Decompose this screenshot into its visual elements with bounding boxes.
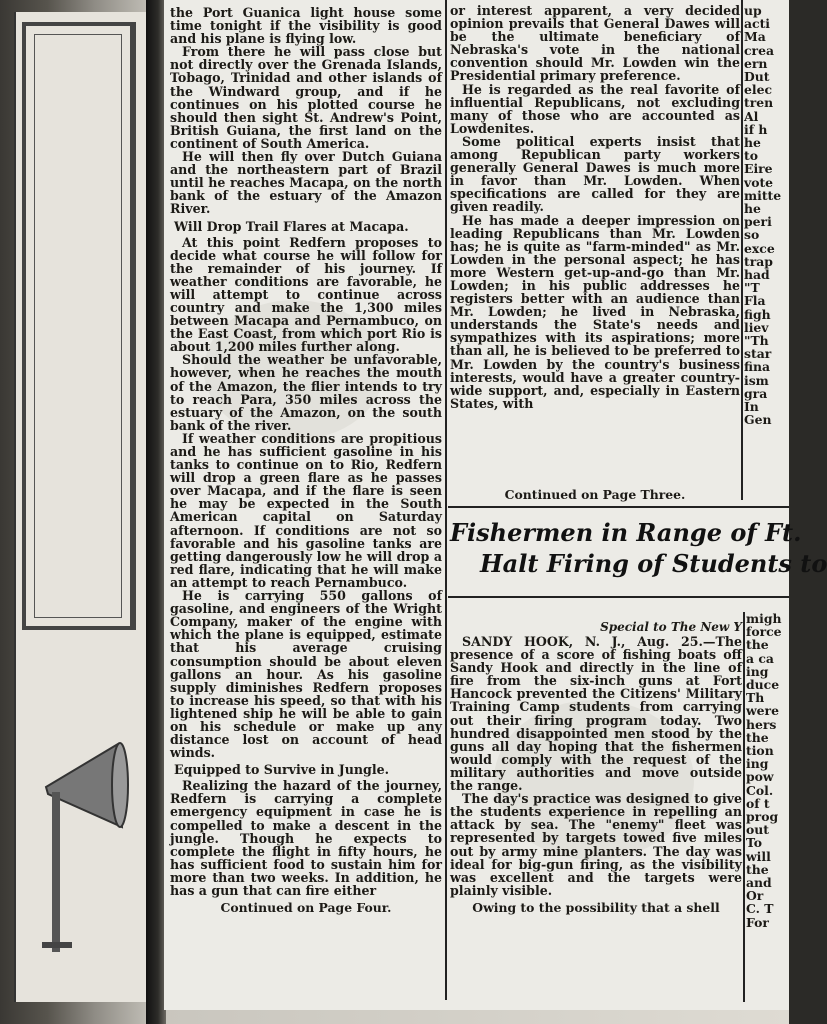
right-column-fragment: so <box>744 227 760 243</box>
col2-continued-note: Continued on Page Three. <box>504 487 686 502</box>
right-lower-fragment: To <box>746 835 763 851</box>
right-column-fragment: star <box>744 346 772 362</box>
right-lower-fragment: duce <box>746 677 780 693</box>
right-lower-fragment: pow <box>746 769 774 785</box>
col1-para-7: He is carrying 550 gallons of gasoline, and engineers of the Wright Company, maker of the engine with which the plane is equipped, estimate that his average cruising consumption should be about eleven gallons an hour. As his gasoline supply diminishes Redfern proposes to increase his speed, so that with his lightened ship he will be able to gain on his schedule or make up any distance lost on account of head winds. <box>170 588 442 761</box>
article2-para-1: SANDY HOOK, N. J., Aug. 25.—The presence of a score of fishing boats off Sandy Hook and directly in the line of fire from the six-inch guns at Fort Hancock prevented the Citizens' Military Training Camp students from carrying out their firing program today. Two hundred disappointed men stood by the guns all day hoping that the fishermen would comply with the request of the military authorities and move outside the range. <box>450 634 742 794</box>
gramophone-horn-illustration <box>38 732 138 962</box>
right-column-fragment: ism <box>744 372 769 388</box>
column-left <box>170 6 442 981</box>
col1-subhead-jungle: Equipped to Survive in Jungle. <box>174 762 390 778</box>
right-lower-fragment: prog <box>746 809 779 825</box>
right-lower-fragment: the <box>746 861 769 877</box>
facing-page <box>14 12 148 1002</box>
right-column-fragment: Gen <box>744 412 772 428</box>
headline-line-2: Halt Firing of Students to <box>480 549 827 578</box>
right-column-fragment: vote <box>744 174 774 190</box>
headline-rule <box>448 596 789 598</box>
article2-para-2: The day's practice was designed to give the students experience in repelling an attack by sea. The "enemy" fleet was represented by targets towed five miles out by army mine planters. The day was ideal for big-gun firing, as the visibility was excellent and the targets were plainly visible. <box>450 791 742 898</box>
column-right-fragments <box>744 4 789 484</box>
book-gutter <box>146 0 166 1024</box>
right-column-fragment: liev <box>744 319 769 335</box>
right-lower-fragment: migh <box>746 611 782 626</box>
right-lower-fragment: a ca <box>746 650 774 666</box>
col1-para-2: From there he will pass close but not directly over the Grenada Islands, Tobago, Trinidad and other islands of the Windward group, and if he continues on his plotted course he should then sight St. Andrew's Point, British Guiana, the first land on the continent of South America. <box>170 44 442 151</box>
col1-continued-note: Continued on Page Four. <box>220 900 392 916</box>
newspaper-page <box>164 0 827 1010</box>
right-column-fragment: up <box>744 3 762 18</box>
right-lower-fragment: Or <box>746 888 764 904</box>
right-column-fragment: gra <box>744 385 768 401</box>
col1-para-4: At this point Redfern proposes to decide what course he will follow for the remainder of his journey. If weather conditions are favorable, he will attempt to continue across country and make the 1,300 miles between Macapa and Pernambuco, on the East Coast, from which port Rio is about 1,200 miles further along. <box>170 234 442 355</box>
right-column-fragment: Eire <box>744 161 773 177</box>
column-middle-top <box>450 4 740 504</box>
article2-subhead: Owing to the possibility that a shell <box>472 899 720 915</box>
right-lower-fragment: force <box>746 624 782 640</box>
right-lower-fragment: ing <box>746 663 769 679</box>
col1-para-3: He will then fly over Dutch Guiana and the northeastern part of Brazil until he reaches Macapa, on the north bank of the estuary of the Amazon River. <box>170 149 442 217</box>
right-lower-fragment: Col. <box>746 782 774 798</box>
right-lower-fragment: out <box>746 822 769 838</box>
col1-para-5: Should the weather be unfavorable, however, when he reaches the mouth of the Amazon, the flier intends to try to reach Para, 350 miles across the estuary of the Amazon, on the south bank of the river. <box>170 352 442 433</box>
right-lower-fragment: the <box>746 729 769 745</box>
right-column-fragment: crea <box>744 42 774 58</box>
col1-para-1: the Port Guanica light house some time tonight if the visibility is good and his plane is flying low. <box>170 5 442 47</box>
col2-para-3: Some political experts insist that among Republican party workers generally General Dawes is much more in favor than Mr. Lowden. When specifications are called for they are given readily. <box>450 133 740 215</box>
right-lower-fragment: the <box>746 637 769 653</box>
right-lower-fragment: of t <box>746 795 770 811</box>
right-column-fragment: Fla <box>744 293 766 309</box>
col1-subhead-flares: Will Drop Trail Flares at Macapa. <box>174 218 409 234</box>
headline-line-1: Fishermen in Range of Ft. <box>450 518 802 547</box>
right-column-fragment: peri <box>744 214 772 230</box>
fishermen-article-body <box>450 620 742 1000</box>
right-column-fragment: he <box>744 135 761 151</box>
right-lower-fragment: ing <box>746 756 769 772</box>
col2-para-1: or interest apparent, a very decided opinion prevails that General Dawes will be the ultimate beneficiary of Nebraska's vote in the national convention should Mr. Lowden win the Presidential primary preference. <box>450 3 740 84</box>
column-rule-3 <box>743 612 745 1002</box>
right-lower-fragment: hers <box>746 716 777 732</box>
col1-para-8: Realizing the hazard of the journey, Redfern is carrying a complete emergency equipment in case he is compelled to make a descent in the jungle. Though he expects to complete the flight in fifty hours, he has sufficient food to sustain him for more than two weeks. In addition, he has a gun that can fire either <box>170 778 442 898</box>
right-column-fragment: "T <box>744 280 760 296</box>
right-column-fragment: mitte <box>744 187 782 203</box>
right-column-fragment: if h <box>744 121 768 137</box>
right-column-fragment: "Th <box>744 333 769 349</box>
ornamental-border-frame <box>22 22 136 630</box>
column-rule-2 <box>741 0 743 500</box>
right-column-fragment: had <box>744 267 770 283</box>
right-column-fragment: elec <box>744 82 773 98</box>
right-column-fragment: to <box>744 148 758 164</box>
article-byline: Special to The New Y <box>600 620 742 634</box>
right-lower-fragment: For <box>746 914 769 930</box>
right-column-fragment: ern <box>744 55 768 71</box>
right-column-fragment: In <box>744 399 759 415</box>
right-lower-fragment: C. T <box>746 901 774 917</box>
right-column-fragment: tren <box>744 95 774 111</box>
column-rule-1 <box>445 0 447 1000</box>
right-lower-fragment: tion <box>746 743 774 759</box>
right-column-fragment: trap <box>744 253 773 269</box>
right-column-fragment: figh <box>744 306 771 322</box>
fishermen-headline <box>450 518 827 580</box>
article-separator <box>448 506 789 508</box>
right-column-fragment: exce <box>744 240 775 256</box>
right-column-fragment: he <box>744 201 761 217</box>
right-column-fragment: Ma <box>744 29 766 45</box>
right-lower-fragment: were <box>746 703 779 719</box>
right-column-fragment: Dut <box>744 69 770 85</box>
right-column-fragment: fina <box>744 359 771 375</box>
right-column-fragment: Al <box>744 108 759 124</box>
right-lower-fragment: and <box>746 875 772 891</box>
col1-para-6: If weather conditions are propitious and he has sufficient gasoline in his tanks to continue on to Rio, Redfern will drop a green flare as he passes over Macapa, and if the flare is seen he may be expected in the South American capital on Saturday afternoon. If conditions are not so favorable and his gasoline tanks are getting dangerously low he will drop a red flare, indicating that he will make an attempt to reach Pernambuco. <box>170 430 442 590</box>
right-column-fragment: acti <box>744 16 771 32</box>
column-right-lower-fragments <box>746 612 789 992</box>
col2-para-4: He has made a deeper impression on leading Republicans than Mr. Lowden has; he is quite as "farm-minded" as Mr. Lowden in the personal aspect; he has more Western get-up-and-go than Mr. Lowden; in his public addresses he registers better with an audience than Mr. Lowden; he lived in Nebraska, understands the State's needs and sympathizes with its aspirations; more than all, he is believed to be preferred to Mr. Lowden by the country's business interests, would have a greater country-wide support, and, especially in Eastern States, with <box>450 212 740 411</box>
col2-para-2: He is regarded as the real favorite of influential Republicans, not excluding many of those who are accounted as Lowdenites. <box>450 81 740 136</box>
right-lower-fragment: Th <box>746 690 765 706</box>
right-lower-fragment: will <box>746 848 771 864</box>
